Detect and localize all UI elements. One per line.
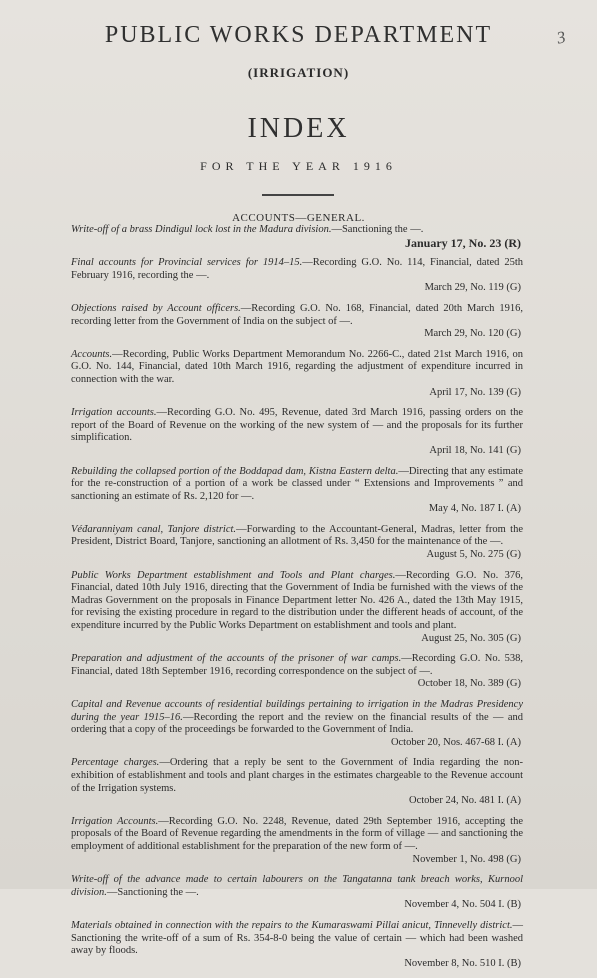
- entry-title: Preparation and adjustment of the accounts of the prisoner of war camps.: [71, 653, 402, 665]
- divider-rule: [262, 194, 334, 196]
- entry-reference: May 4, No. 187 I. (A): [428, 503, 521, 515]
- index-entry: [71, 699, 523, 749]
- handwritten-page-number: 3: [555, 27, 568, 48]
- entry-title: Irrigation Accounts.: [71, 815, 159, 827]
- entry-reference: January 17, No. 23 (R): [405, 235, 521, 250]
- entry-title: Materials obtained in connection with the repairs to the Kumaraswami Pillai anicut, Tinnevelly district.: [71, 919, 513, 931]
- index-entry: [71, 816, 523, 866]
- entry-title: Objections raised by Account officers.: [71, 302, 241, 314]
- index-entry: [71, 920, 523, 970]
- entry-title: Capital and Revenue accounts of residential buildings pertaining to irrigation in the Madras Presidency during the year 1915–16.: [71, 699, 523, 723]
- entry-reference: November 4, No. 504 I. (B): [404, 899, 521, 911]
- entry-reference: March 29, No. 120 (G): [424, 328, 521, 340]
- index-title: INDEX: [247, 113, 350, 144]
- entry-text: —Recording the report and the review on the financial results of the — and ordering that a copy of the proceedings be forwarded to the Government of India.: [71, 711, 523, 736]
- entry-title: Rebuilding the collapsed portion of the Boddapad dam, Kistna Eastern delta.: [71, 465, 399, 477]
- entry-text: —Recording G.O. No. 538, Financial, dated 18th September 1916, recording correspondence on the subject of —.: [71, 653, 523, 677]
- index-entry: [71, 466, 523, 516]
- index-entry: [71, 303, 523, 341]
- entry-reference: November 1, No. 498 (G): [412, 853, 521, 865]
- index-entry: [71, 349, 523, 399]
- entry-text: —Sanctioning the —.: [106, 886, 199, 898]
- index-entry: [71, 757, 523, 807]
- subtitle: (IRRIGATION): [247, 65, 350, 80]
- entry-title: Write-off of a brass Dindigul lock lost in the Madura division.: [71, 224, 332, 235]
- entry-title: Véđaranniyam canal, Tanjore district.: [71, 523, 237, 535]
- index-entry: [71, 257, 523, 295]
- entry-title: Write-off of the advance made to certain labourers on the Tangatanna tank breach works, Kurnool division.: [71, 874, 523, 898]
- entry-text: —Forwarding to the Accountant-General, Madras, letter from the President, District Board, Tanjore, sanctioning an allotment of Rs. 3,450 for the maintenance of the —.: [71, 523, 523, 548]
- index-entry: [71, 524, 523, 562]
- entry-text: —Sanctioning the —.: [331, 224, 424, 235]
- year-line: FOR THE YEAR 1916: [200, 159, 397, 173]
- index-entry: [71, 224, 523, 249]
- entry-title: Accounts.: [71, 348, 113, 360]
- entry-text: —Sanctioning the write-off of a sum of Rs. 354-8-0 being the value of certain — which had been washed away by floods.: [71, 919, 523, 957]
- entry-reference: March 29, No. 119 (G): [424, 282, 521, 294]
- entry-reference: August 5, No. 275 (G): [426, 549, 521, 561]
- entry-reference: October 20, Nos. 467-68 I. (A): [390, 736, 521, 748]
- entry-text: —Directing that any estimate for the re-construction of a portion of a work be classed under “ Extensions and Improvements ” and sanctioning an estimate of Rs. 2,120 for —.: [71, 465, 523, 502]
- entry-reference: August 25, No. 305 (G): [421, 632, 521, 644]
- entry-text: —Recording G.O. No. 495, Revenue, dated 3rd March 1916, passing orders on the report of the Board of Revenue on the working of the new system of — and the proposals for its further simplification.: [71, 407, 523, 444]
- entry-reference: November 8, No. 510 I. (B): [404, 957, 521, 969]
- entry-reference: October 24, No. 481 I. (A): [409, 795, 521, 807]
- entry-list: [71, 224, 523, 978]
- index-entry: [71, 407, 523, 457]
- entry-title: Final accounts for Provincial services for 1914–15.: [71, 257, 303, 269]
- entry-reference: October 18, No. 389 (G): [417, 678, 521, 690]
- entry-reference: April 18, No. 141 (G): [429, 444, 521, 456]
- department-heading: PUBLIC WORKS DEPARTMENT: [104, 22, 493, 48]
- entry-text: —Recording G.O. No. 376, Financial, dated 10th July 1916, directing that the Government of India be furnished with the views of the Madras Government on the proposals in Finance Department letter No. 426 A., dated the 13th May 1915, for revising the existing procedure in regard to the distribution under the different heads of account, of the expenditure incurred by the Public Works Department on establishment and tools and plant.: [71, 569, 523, 632]
- entry-reference: April 17, No. 139 (G): [429, 386, 521, 398]
- section-title: ACCOUNTS—GENERAL.: [232, 212, 365, 224]
- index-entry: [71, 874, 523, 912]
- entry-title: Public Works Department establishment and Tools and Plant charges.: [71, 569, 396, 581]
- entry-text: —Ordering that a reply be sent to the Government of India regarding the non-exhibition of establishment and tools and plant charges in the estimates chargeable to the Revenue account of the Irrigation systems.: [71, 757, 523, 794]
- entry-text: —Recording G.O. No. 2248, Revenue, dated 29th September 1916, accepting the proposals of the Board of Revenue regarding the amendments in the form of village — and sanctioning the employment of additional establishment for the preparation of the new form of —.: [71, 815, 523, 852]
- entry-title: Irrigation accounts.: [71, 407, 157, 419]
- index-entry: [71, 570, 523, 646]
- entry-title: Percentage charges.: [71, 757, 160, 769]
- index-entry: [71, 653, 523, 691]
- entry-text: —Recording, Public Works Department Memorandum No. 2266-C., dated 21st March 1916, on G.O. No. 144, Financial, dated 10th March 1916, regarding the adjustment of expenditure incurred in connection with the war.: [71, 348, 523, 385]
- entry-text: —Recording G.O. No. 168, Financial, dated 20th March 1916, recording letter from the Government of India on the subject of —.: [71, 302, 523, 327]
- entry-text: —Recording G.O. No. 114, Financial, dated 25th February 1916, recording the —.: [71, 257, 523, 281]
